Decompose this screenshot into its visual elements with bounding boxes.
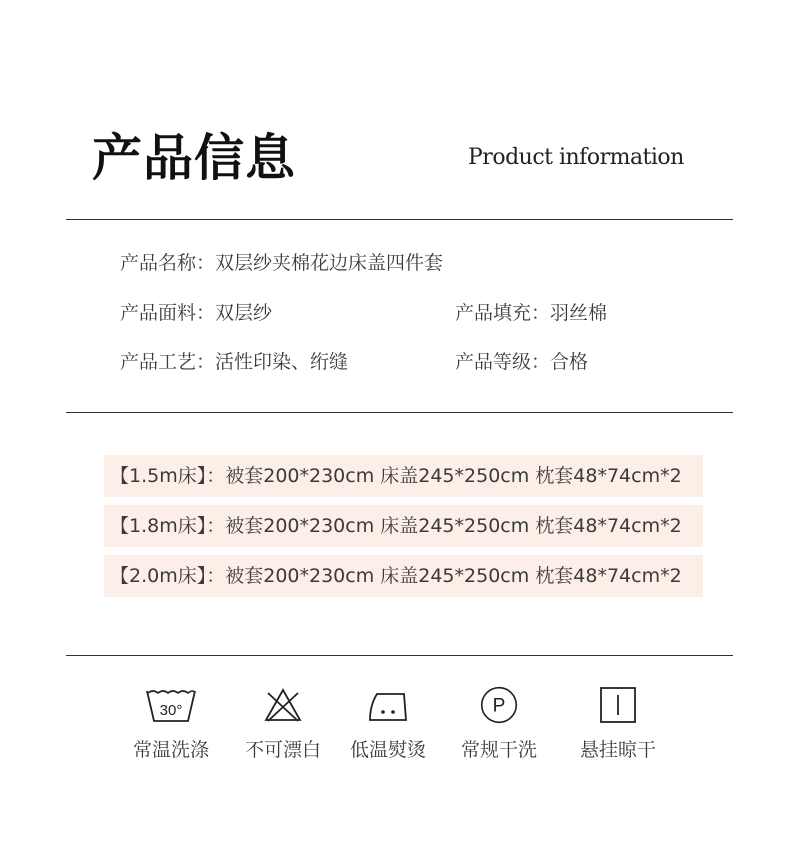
care-label: 不可漂白	[244, 739, 321, 761]
size-row-1-8m	[104, 505, 703, 547]
divider-top	[66, 219, 733, 220]
product-fabric: 产品面料：双层纱	[120, 302, 273, 324]
dry-clean-letter: P	[492, 695, 506, 717]
divider-bottom	[66, 655, 733, 656]
size-row-1-5m	[104, 455, 703, 497]
dry-clean-p-icon	[477, 685, 521, 725]
product-grade: 产品等级：合格	[455, 351, 589, 373]
hang-dry-icon	[598, 685, 638, 725]
care-item-dry-clean	[444, 685, 554, 763]
wash-30-icon	[145, 685, 197, 725]
page-title: 产品信息	[92, 129, 296, 187]
divider-middle	[66, 412, 733, 413]
product-craft: 产品工艺：活性印染、绗缝	[120, 351, 349, 373]
care-label: 常规干洗	[460, 739, 537, 761]
product-name: 产品名称：双层纱夹棉花边床盖四件套	[120, 252, 444, 274]
care-label: 常温洗涤	[132, 739, 209, 761]
page-subtitle-en: Product information	[468, 145, 684, 170]
low-iron-icon	[364, 685, 412, 725]
care-item-hang-dry	[563, 685, 673, 763]
size-row-text: 【1.5m床】：被套200*230cm 床盖245*250cm 枕套48*74cm*2	[110, 465, 682, 487]
size-row-text: 【2.0m床】：被套200*230cm 床盖245*250cm 枕套48*74cm*2	[110, 565, 682, 587]
product-filling: 产品填充：羽丝棉	[455, 302, 608, 324]
wash-temp-text: 30°	[159, 702, 183, 719]
no-bleach-icon	[261, 685, 305, 725]
care-item-low-iron	[333, 685, 443, 763]
size-row-2-0m	[104, 555, 703, 597]
care-label: 低温熨烫	[349, 739, 426, 761]
care-label: 悬挂晾干	[579, 739, 656, 761]
size-row-text: 【1.8m床】：被套200*230cm 床盖245*250cm 枕套48*74cm*2	[110, 515, 682, 537]
care-item-wash	[116, 685, 226, 763]
care-item-no-bleach	[228, 685, 338, 763]
